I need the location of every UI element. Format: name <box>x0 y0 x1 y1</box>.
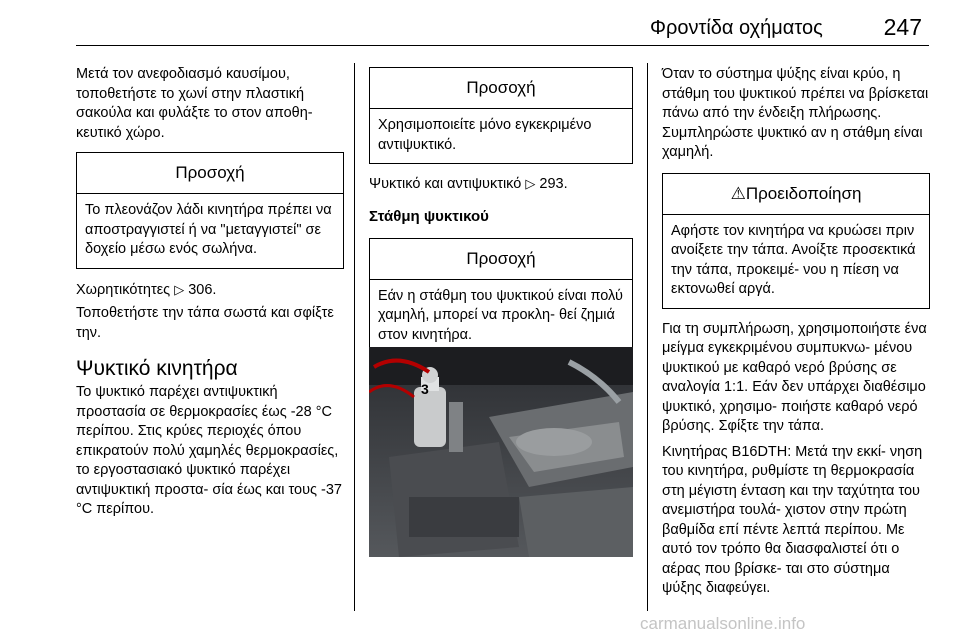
subsection-heading: Στάθμη ψυκτικού <box>369 207 489 225</box>
section-heading: Ψυκτικό κινητήρα <box>76 357 238 380</box>
warning-icon: ⚠ <box>730 183 746 203</box>
header-title: Φροντίδα οχήματος <box>650 17 823 39</box>
caution-text: Το πλεονάζον λάδι κινητήρα πρέπει να αποστραγγιστεί ή να "μεταγγιστεί" σε δοχείο μέσω ενός σωλήνα. <box>85 202 332 257</box>
coolant-paragraph: Το ψυκτικό παρέχει αντιψυκτική προστασία σε θερμοκρασίες έως -28 °C περίπου. Στις κρύες περιοχές όπου επικρατούν πολύ χαμηλές θερμοκρασίες, το εργοστασιακό ψυκτικό παρέχει αντιψυκτική προστα- σία έως και τους -37 °C περίπου. <box>76 384 342 517</box>
caution-title-2: Προσοχή <box>370 68 632 109</box>
page-number: 247 <box>883 14 922 40</box>
figure-callout-label: 3 <box>421 381 429 397</box>
column-divider-1 <box>354 63 355 611</box>
caution-box-3 <box>369 238 633 355</box>
header-rule <box>76 45 929 46</box>
watermark: carmanualsonline.info <box>640 614 806 633</box>
caution-box-2 <box>369 67 633 164</box>
capacities-reference: Χωρητικότητες ▷ 306. <box>76 281 217 298</box>
engine-b16dth-paragraph: Κινητήρας B16DTH: Μετά την εκκί- νηση του κινητήρα, ρυθμίστε τη θερμοκρασία στη μέγιστη ένταση και την ταχύτητα του ανεμιστήρα τουλά- χιστον στην πρώτη βαθμίδα επί πέντε λεπτά περίπου. Με αυτό τον τρόπο θα διασφαλιστεί ότι ο αέρας που βρίσκε- ται στο σύστημα ψύξης διαφεύγει. <box>662 443 923 596</box>
caution-title-3: Προσοχή <box>370 239 632 280</box>
coolant-reference: Ψυκτικό και αντιψυκτικό ▷ 293. <box>369 176 568 192</box>
reference-arrow-icon: ▷ <box>174 281 185 297</box>
caution-box <box>76 152 344 269</box>
caution-text-3: Εάν η στάθμη του ψυκτικού είναι πολύ χαμηλή, μπορεί να προκλη- θεί ζημιά στον κινητήρα. <box>378 287 623 343</box>
column-divider-2 <box>647 63 648 611</box>
warning-title: ⚠Προειδοποίηση <box>663 174 929 215</box>
warning-text: Αφήστε τον κινητήρα να κρυώσει πριν ανοίξετε την τάπα. Ανοίξτε προσεκτικά την τάπα, προκειμέ- νου η πίεση να εκτονωθεί αργά. <box>671 222 916 297</box>
engine-bay-photo <box>369 347 633 557</box>
column-1 <box>76 65 344 520</box>
caution-title: Προσοχή <box>77 153 343 194</box>
fill-instructions-paragraph: Για τη συμπλήρωση, χρησιμοποιήστε ένα μείγμα εγκεκριμένου συμπυκνω- μένου ψυκτικού με καθαρό νερό βρύσης σε αναλογία 1:1. Εάν δεν υπάρχει διαθέσιμο ψυκτικό, χρησιμο- ποιήστε καθαρό νερό βρύσης. Σφίξτε την τάπα. <box>662 320 927 434</box>
column-3 <box>662 65 930 599</box>
intro-paragraph: Μετά τον ανεφοδιασμό καυσίμου, τοποθετήστε το χωνί στην πλαστική σακούλα και φυλάξτε το στον αποθη- κευτικό χώρο. <box>76 66 313 141</box>
engine-bay-illustration <box>369 347 633 557</box>
refit-cap-paragraph: Τοποθετήστε την τάπα σωστά και σφίξτε την. <box>76 305 334 341</box>
caution-text-2: Χρησιμοποιείτε μόνο εγκεκριμένο αντιψυκτικό. <box>378 117 592 153</box>
reference-arrow-icon: ▷ <box>525 176 536 191</box>
warning-box <box>662 173 930 309</box>
column-2 <box>369 67 633 354</box>
coolant-level-paragraph: Όταν το σύστημα ψύξης είναι κρύο, η στάθμη του ψυκτικού πρέπει να βρίσκεται πάνω από την ένδειξη πλήρωσης. Συμπληρώστε ψυκτικό αν η στάθμη είναι χαμηλή. <box>662 66 929 160</box>
